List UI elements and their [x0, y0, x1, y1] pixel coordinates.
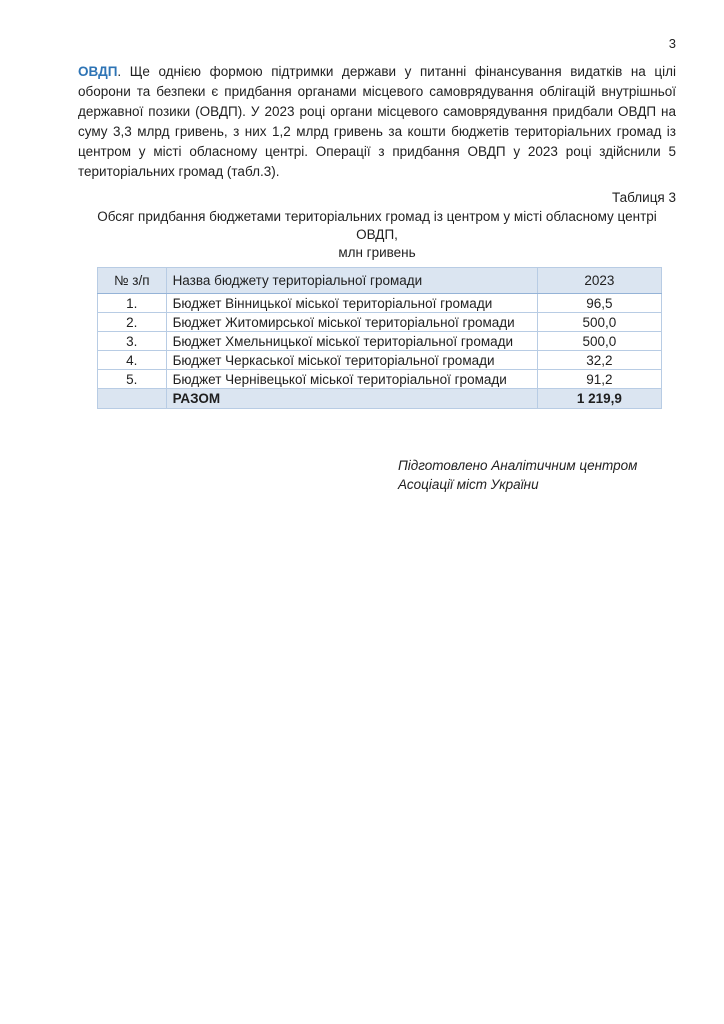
body-paragraph [78, 62, 676, 182]
footer-credit-line1: Підготовлено Аналітичним центром [398, 458, 638, 473]
header-cell-num: № з/п [98, 268, 167, 294]
row-number-cell: 3. [98, 332, 167, 351]
value-cell: 96,5 [537, 294, 661, 313]
paragraph-text: . Ще однією формою підтримки держави у питанні фінансування видатків на цілі оборони та безпеки є придбання органами місцевого самоврядування облігацій внутрішньої державної позики (ОВДП). У 2023 році органи місцевого самоврядування придбали ОВДП на суму 3,3 млрд гривень, з них 1,2 млрд гривень за кошти бюджетів територіальних громад із центром у місті обласному центрі. Операції з придбання ОВДП у 2023 році здійснили 5 територіальних громад (табл.3). [78, 64, 676, 179]
value-cell: 500,0 [537, 313, 661, 332]
lead-term: ОВДП [78, 64, 118, 79]
row-number-cell: 5. [98, 370, 167, 389]
header-cell-name: Назва бюджету територіальної громади [166, 268, 537, 294]
table-label: Таблиця 3 [612, 190, 676, 205]
table-row [98, 370, 662, 389]
table-total-row [98, 389, 662, 409]
budget-name-cell: Бюджет Черкаської міської територіальної громади [166, 351, 537, 370]
footer-credit [398, 456, 676, 494]
table-row [98, 294, 662, 313]
page-number: 3 [668, 36, 676, 51]
page-content [78, 62, 676, 494]
table-caption-line1: Обсяг придбання бюджетами територіальних громад із центром у місті обласному центрі ОВДП, [97, 209, 657, 242]
row-number-cell: 1. [98, 294, 167, 313]
table-row [98, 332, 662, 351]
table-row [98, 351, 662, 370]
table-caption-line2: млн гривень [338, 245, 416, 260]
table-row [98, 313, 662, 332]
table-header-row [98, 268, 662, 294]
value-cell: 32,2 [537, 351, 661, 370]
total-empty-cell [98, 389, 167, 409]
header-cell-year: 2023 [537, 268, 661, 294]
table-caption [78, 208, 676, 262]
budget-name-cell: Бюджет Хмельницької міської територіальної громади [166, 332, 537, 351]
footer-credit-line2: Асоціації міст України [398, 477, 539, 492]
budget-name-cell: Бюджет Житомирської міської територіальної громади [166, 313, 537, 332]
budget-table [97, 267, 662, 409]
value-cell: 91,2 [537, 370, 661, 389]
row-number-cell: 4. [98, 351, 167, 370]
total-label-cell: РАЗОМ [166, 389, 537, 409]
budget-name-cell: Бюджет Чернівецької міської територіальної громади [166, 370, 537, 389]
total-value-cell: 1 219,9 [537, 389, 661, 409]
budget-name-cell: Бюджет Вінницької міської територіальної громади [166, 294, 537, 313]
value-cell: 500,0 [537, 332, 661, 351]
row-number-cell: 2. [98, 313, 167, 332]
